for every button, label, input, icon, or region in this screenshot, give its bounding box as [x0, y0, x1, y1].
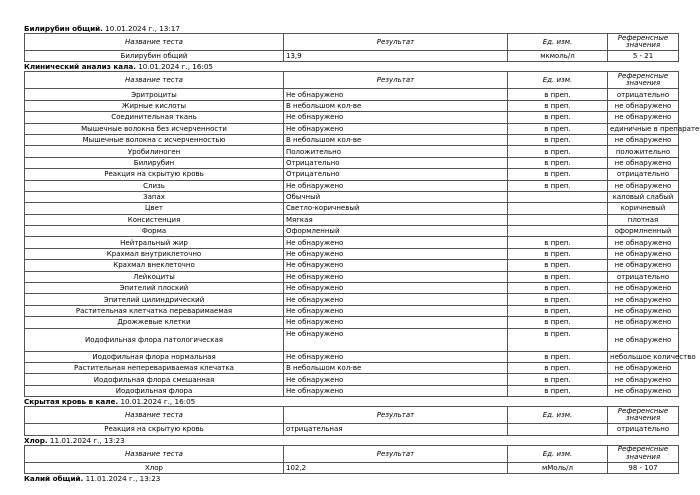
- header-unit: Ед. изм.: [508, 445, 608, 462]
- header-name: Название теста: [25, 72, 284, 89]
- result-cell: Не обнаружено: [284, 271, 508, 282]
- result-cell: Не обнаружено: [284, 317, 508, 328]
- table-row: [25, 226, 679, 237]
- result-cell: Не обнаружено: [284, 294, 508, 305]
- reference-cell: единичные в препарате: [608, 123, 679, 134]
- header-unit: Ед. изм.: [508, 407, 608, 424]
- test-name-cell: Жирные кислоты: [25, 100, 284, 111]
- unit-cell: в преп.: [508, 248, 608, 259]
- reference-cell: не обнаружено: [608, 157, 679, 168]
- reference-cell: отрицательно: [608, 424, 679, 435]
- header-reference: Референсные значения: [608, 34, 679, 51]
- result-cell: Мягкая: [284, 214, 508, 225]
- test-name-cell: Слизь: [25, 180, 284, 191]
- unit-cell: [508, 191, 608, 202]
- test-name-cell: Уробилиноген: [25, 146, 284, 157]
- unit-cell: в преп.: [508, 317, 608, 328]
- unit-cell: [508, 203, 608, 214]
- result-cell: Не обнаружено: [284, 89, 508, 100]
- results-table: [24, 445, 679, 474]
- test-name-cell: Мышечные волокна без исчерченности: [25, 123, 284, 134]
- unit-cell: в преп.: [508, 283, 608, 294]
- result-cell: Не обнаружено: [284, 260, 508, 271]
- result-cell: Не обнаружено: [284, 374, 508, 385]
- table-row: [25, 89, 679, 100]
- reference-cell: отрицательно: [608, 89, 679, 100]
- test-name-cell: Эритроциты: [25, 89, 284, 100]
- section-name: Скрытая кровь в кале.: [24, 397, 119, 407]
- header-name: Название теста: [25, 407, 284, 424]
- test-name-cell: Иодофильная флора смешанная: [25, 374, 284, 385]
- table-row: [25, 385, 679, 396]
- reference-cell: не обнаружено: [608, 248, 679, 259]
- test-name-cell: Реакция на скрытую кровь: [25, 169, 284, 180]
- section-name: Клинический анализ кала.: [24, 62, 136, 72]
- table-row: [25, 283, 679, 294]
- header-unit: Ед. изм.: [508, 34, 608, 51]
- reference-cell: плотная: [608, 214, 679, 225]
- test-name-cell: Крахмал внеклеточно: [25, 260, 284, 271]
- result-cell: Отрицательно: [284, 169, 508, 180]
- result-cell: Не обнаружено: [284, 305, 508, 316]
- results-table: [24, 406, 679, 435]
- reference-cell: оформлненный: [608, 226, 679, 237]
- table-row: [25, 123, 679, 134]
- result-cell: Не обнаружено: [284, 237, 508, 248]
- reference-cell: не обнаружено: [608, 134, 679, 145]
- unit-cell: в преп.: [508, 385, 608, 396]
- unit-cell: в преп.: [508, 169, 608, 180]
- test-name-cell: Крахмал внутриклеточно: [25, 248, 284, 259]
- test-name-cell: Иодофильная флора патологическая: [25, 328, 284, 351]
- table-header-row: [25, 407, 679, 424]
- unit-cell: в преп.: [508, 89, 608, 100]
- table-row: [25, 169, 679, 180]
- unit-cell: в преп.: [508, 146, 608, 157]
- test-name-cell: Растительная клетчатка переваримаемая: [25, 305, 284, 316]
- result-cell: В небольшом кол-ве: [284, 134, 508, 145]
- section-date: 11.01.2024 г., 13:23: [85, 473, 161, 483]
- unit-cell: в преп.: [508, 180, 608, 191]
- result-cell: 13,9: [284, 51, 508, 62]
- result-cell: Не обнаружено: [284, 328, 508, 351]
- reference-cell: отрицательно: [608, 271, 679, 282]
- section-date: 10.01.2024 г., 13:17: [105, 24, 180, 33]
- reference-cell: коричневый: [608, 203, 679, 214]
- reference-cell: не обнаружено: [608, 317, 679, 328]
- unit-cell: в преп.: [508, 305, 608, 316]
- reference-cell: не обнаружено: [608, 294, 679, 305]
- table-row: [25, 362, 679, 373]
- test-name-cell: Дрожжевые клетки: [25, 317, 284, 328]
- table-row: [25, 191, 679, 202]
- reference-cell: положительно: [608, 146, 679, 157]
- table-row: [25, 271, 679, 282]
- reference-cell: не обнаружено: [608, 305, 679, 316]
- test-name-cell: Форма: [25, 226, 284, 237]
- unit-cell: в преп.: [508, 134, 608, 145]
- result-cell: Светло-коричневый: [284, 203, 508, 214]
- unit-cell: в преп.: [508, 112, 608, 123]
- result-cell: Не обнаружено: [284, 248, 508, 259]
- section-date: 10.01.2024 г., 16:05: [120, 397, 196, 407]
- table-row: [25, 351, 679, 362]
- reference-cell: не обнаружено: [608, 328, 679, 351]
- reference-cell: 5 - 21: [608, 51, 679, 62]
- test-name-cell: Нейтральный жир: [25, 237, 284, 248]
- result-cell: Не обнаружено: [284, 385, 508, 396]
- result-cell: Не обнаружено: [284, 112, 508, 123]
- test-name-cell: Консистенция: [25, 214, 284, 225]
- section-name: Калий общий.: [24, 473, 84, 483]
- result-cell: 102,2: [284, 462, 508, 473]
- unit-cell: в преп.: [508, 294, 608, 305]
- header-unit: Ед. изм.: [508, 72, 608, 89]
- reference-cell: не обнаружено: [608, 283, 679, 294]
- unit-cell: в преп.: [508, 100, 608, 111]
- reference-cell: не обнаружено: [608, 385, 679, 396]
- test-name-cell: Эпителий цилиндрический: [25, 294, 284, 305]
- header-name: Название теста: [25, 34, 284, 51]
- table-row: [25, 328, 679, 351]
- reference-cell: не обнаружено: [608, 374, 679, 385]
- unit-cell: в преп.: [508, 157, 608, 168]
- section-title: [24, 24, 678, 33]
- unit-cell: мМоль/л: [508, 462, 608, 473]
- table-row: [25, 294, 679, 305]
- test-name-cell: Растительная неперевариваемая клечатка: [25, 362, 284, 373]
- table-row: [25, 134, 679, 145]
- results-table: [24, 71, 700, 397]
- result-cell: Оформленный: [284, 226, 508, 237]
- unit-cell: в преп.: [508, 374, 608, 385]
- result-cell: Не обнаружено: [284, 283, 508, 294]
- test-name-cell: Запах: [25, 191, 284, 202]
- unit-cell: [508, 214, 608, 225]
- unit-cell: в преп.: [508, 260, 608, 271]
- unit-cell: в преп.: [508, 123, 608, 134]
- test-name-cell: Лейкоциты: [25, 271, 284, 282]
- result-cell: Не обнаружено: [284, 351, 508, 362]
- test-name-cell: Цвет: [25, 203, 284, 214]
- test-name-cell: Соединительная ткань: [25, 112, 284, 123]
- test-name-cell: Эпителий плоский: [25, 283, 284, 294]
- unit-cell: в преп.: [508, 351, 608, 362]
- header-reference: Референсные значения: [608, 407, 679, 424]
- table-row: [25, 100, 679, 111]
- header-reference: Референсные значения: [608, 445, 679, 462]
- section-name: Билирубин общий.: [24, 24, 103, 33]
- unit-cell: в преп.: [508, 271, 608, 282]
- result-cell: Положительно: [284, 146, 508, 157]
- table-row: [25, 305, 679, 316]
- header-name: Название теста: [25, 445, 284, 462]
- table-row: [25, 237, 679, 248]
- table-row: [25, 146, 679, 157]
- result-cell: Обычный: [284, 191, 508, 202]
- header-result: Результат: [284, 72, 508, 89]
- test-name-cell: Реакция на скрытую кровь: [25, 424, 284, 435]
- reference-cell: небольшое количество: [608, 351, 679, 362]
- test-name-cell: Хлор: [25, 462, 284, 473]
- reference-cell: каловый слабый: [608, 191, 679, 202]
- unit-cell: в преп.: [508, 328, 608, 351]
- header-result: Результат: [284, 407, 508, 424]
- table-row: [25, 462, 679, 473]
- section-title: [24, 397, 678, 406]
- header-result: Результат: [284, 34, 508, 51]
- reference-cell: не обнаружено: [608, 237, 679, 248]
- table-header-row: [25, 34, 679, 51]
- reference-cell: не обнаружено: [608, 362, 679, 373]
- table-row: [25, 112, 679, 123]
- reference-cell: не обнаружено: [608, 100, 679, 111]
- table-row: [25, 180, 679, 191]
- header-reference: Референсные значения: [608, 72, 679, 89]
- table-row: [25, 317, 679, 328]
- table-row: [25, 374, 679, 385]
- table-row: [25, 248, 679, 259]
- table-row: [25, 203, 679, 214]
- result-cell: В небольшом кол-ве: [284, 362, 508, 373]
- unit-cell: в преп.: [508, 237, 608, 248]
- reference-cell: не обнаружено: [608, 112, 679, 123]
- test-name-cell: Иодофильная флора нормальная: [25, 351, 284, 362]
- test-name-cell: Билирубин: [25, 157, 284, 168]
- test-name-cell: Иодофильная флора: [25, 385, 284, 396]
- section-date: 11.01.2024 г., 13:23: [49, 435, 125, 445]
- results-table: [24, 33, 679, 62]
- table-row: [25, 424, 679, 435]
- unit-cell: мкмоль/л: [508, 51, 608, 62]
- reference-cell: не обнаружено: [608, 260, 679, 271]
- section-title: [24, 436, 678, 445]
- test-name-cell: Билирубин общий: [25, 51, 284, 62]
- section-name: Хлор.: [24, 435, 48, 445]
- table-row: [25, 157, 679, 168]
- reference-cell: 98 - 107: [608, 462, 679, 473]
- table-header-row: [25, 445, 679, 462]
- result-cell: отрицательная: [284, 424, 508, 435]
- unit-cell: в преп.: [508, 362, 608, 373]
- result-cell: В небольшом кол-ве: [284, 100, 508, 111]
- unit-cell: [508, 424, 608, 435]
- test-name-cell: Мышечные волокна с исчерченностью: [25, 134, 284, 145]
- unit-cell: [508, 226, 608, 237]
- result-cell: Не обнаружено: [284, 123, 508, 134]
- table-row: [25, 51, 679, 62]
- result-cell: Отрицательно: [284, 157, 508, 168]
- section-title: [24, 62, 678, 71]
- table-header-row: [25, 72, 679, 89]
- section-date: 10.01.2024 г., 16:05: [138, 62, 213, 72]
- section-title: [24, 474, 678, 483]
- table-row: [25, 214, 679, 225]
- lab-results-document: [24, 24, 700, 483]
- table-row: [25, 260, 679, 271]
- reference-cell: не обнаружено: [608, 180, 679, 191]
- header-result: Результат: [284, 445, 508, 462]
- result-cell: Не обнаружено: [284, 180, 508, 191]
- reference-cell: отрицательно: [608, 169, 679, 180]
